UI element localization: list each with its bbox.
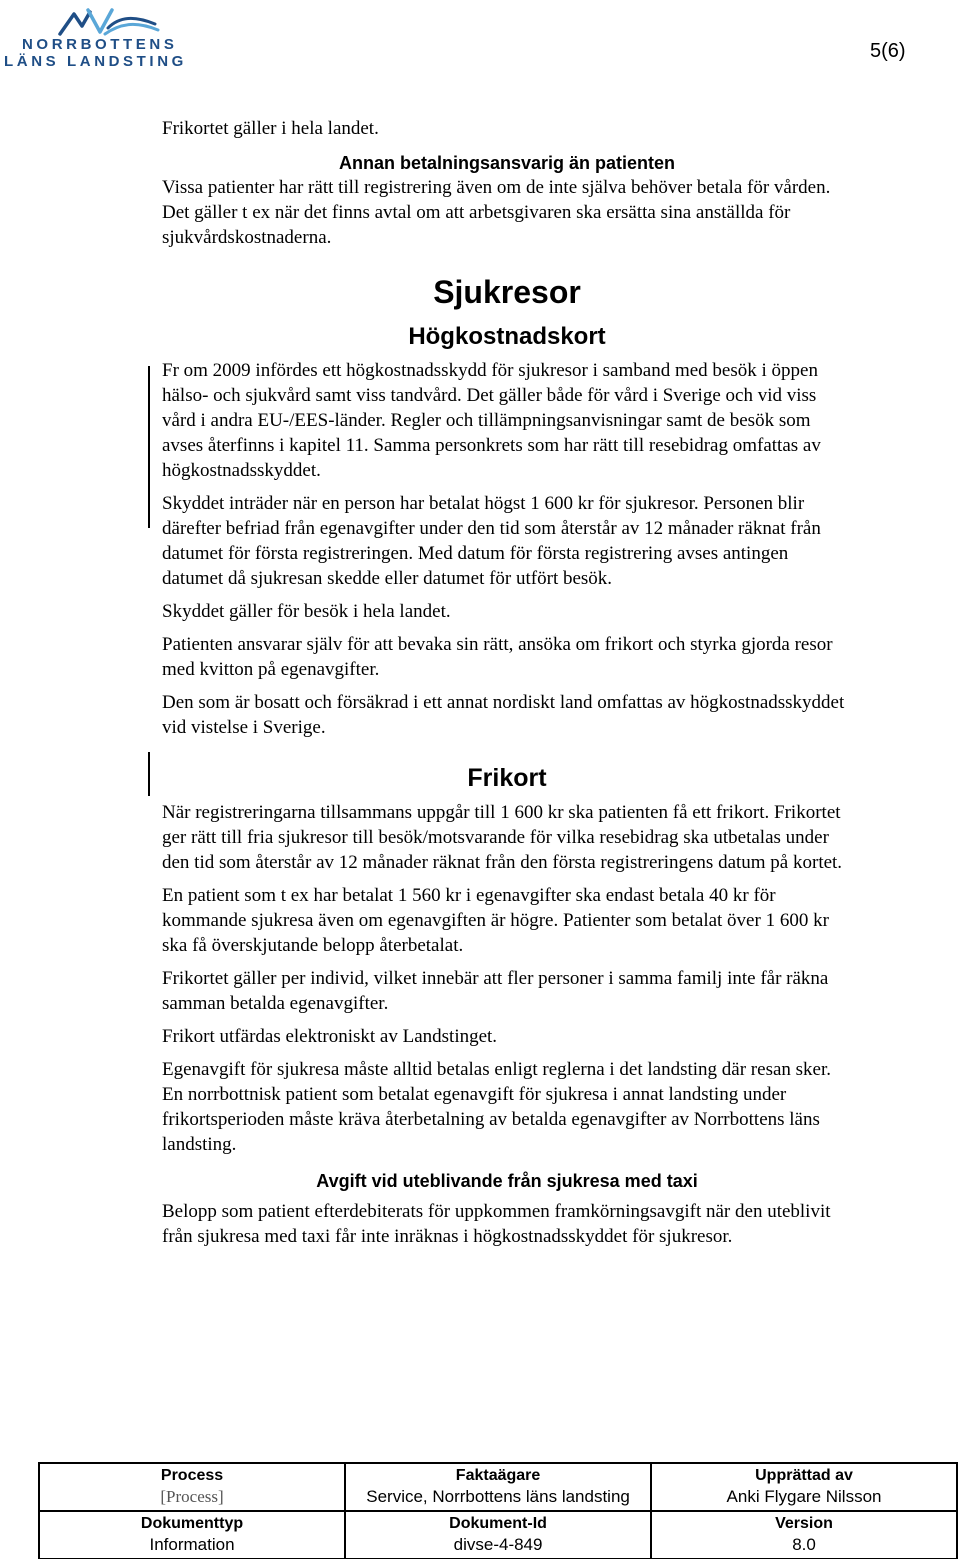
footer-value: Service, Norrbottens läns landsting	[366, 1487, 630, 1506]
footer-cell-docid	[345, 1511, 651, 1559]
change-bar	[148, 366, 150, 528]
footer-cell-version	[651, 1511, 957, 1559]
footer-label: Faktaägare	[455, 1467, 541, 1484]
footer-value: 8.0	[792, 1535, 816, 1554]
heading-annan-betalningsansvarig: Annan betalningsansvarig än patienten	[338, 153, 676, 173]
footer-label: Version	[775, 1515, 833, 1532]
paragraph: Vissa patienter har rätt till registrering även om de inte själva behöver betala för vården. Det gäller t ex när det finns avtal om att arbetsgivaren ska ersätta sina anställda för sjukvårdskostnaderna.	[162, 177, 831, 248]
footer-value: Information	[149, 1535, 235, 1554]
paragraph: Belopp som patient efterdebiterats för uppkommen framkörningsavgift när den uteblivit från sjukresa med taxi får inte inräknas i högkostnadsskyddet för sjukresor.	[162, 1201, 831, 1247]
logo-mark-icon	[50, 6, 160, 36]
footer-value: Anki Flygare Nilsson	[726, 1487, 882, 1506]
paragraph: Patienten ansvarar själv för att bevaka sin rätt, ansöka om frikort och styrka gjorda resor med kvitton på egenavgifter.	[162, 634, 833, 680]
footer-label: Dokumenttyp	[140, 1515, 244, 1532]
paragraph: Fr om 2009 infördes ett högkostnadsskydd för sjukresor i samband med besök i öppen hälso- och sjukvård samt viss tandvård. Det gäller både för vård i Sverige och vid viss vård i andra EU-/EES-länder. Regler och tillämpningsanvisningar samt de besök som avses återfinns i kapitel 11. Samma personkrets som har rätt till resebidrag omfattas av högkostnadsskyddet.	[162, 360, 821, 481]
footer-value: [Process]	[160, 1487, 224, 1506]
footer-cell-process	[39, 1463, 345, 1511]
heading-sjukresor: Sjukresor	[433, 274, 581, 310]
paragraph: Frikortet gäller per individ, vilket innebär att fler personer i samma familj inte får räkna samman betalda egenavgifter.	[162, 968, 829, 1014]
paragraph: När registreringarna tillsammans uppgår till 1 600 kr ska patienten få ett frikort. Frikortet ger rätt till fria sjukresor till besök/motsvarande för vilka resebidrag ska utbetalas under den tid som återstår av 12 månader räknat från den första registreringens datum på kortet.	[162, 802, 843, 873]
footer-label: Dokument-Id	[449, 1515, 547, 1532]
norrbottens-logo	[0, 2, 187, 72]
footer-cell-created-by	[651, 1463, 957, 1511]
page-number: 5(6)	[870, 40, 906, 62]
paragraph: En patient som t ex har betalat 1 560 kr i egenavgifter ska endast betala 40 kr för kommande sjukresa även om egenavgiften är högre. Patienter som betalat över 1 600 kr ska få överskjutande belopp återbetalat.	[162, 885, 829, 956]
paragraph: Den som är bosatt och försäkrad i ett annat nordiskt land omfattas av högkostnadsskyddet vid vistelse i Sverige.	[162, 692, 845, 738]
heading-frikort: Frikort	[467, 764, 547, 792]
logo-text-norrbottens: NORRBOTTENS	[22, 36, 178, 53]
paragraph: Egenavgift för sjukresa måste alltid betalas enligt reglerna i det landsting där resan sker. En norrbottnisk patient som betalat egenavgift för sjukresa i annat landsting under frikortsperioden måste kräva återbetalning av betalda egenavgifter av Norrbottens läns landsting.	[162, 1059, 831, 1155]
footer-cell-doctype	[39, 1511, 345, 1559]
paragraph: Frikort utfärdas elektroniskt av Landstinget.	[162, 1026, 498, 1047]
logo-text-lans-landsting: LÄNS LANDSTING	[4, 53, 187, 70]
heading-avgift-uteblivande: Avgift vid uteblivande från sjukresa med taxi	[316, 1171, 698, 1191]
paragraph: Skyddet inträder när en person har betalat högst 1 600 kr för sjukresor. Personen blir därefter befriad från egenavgifter under den tid som återstår av 12 månader räknat från datumet för första registreringen. Med datum för första registrering avses antingen datumet då sjukresan skedde eller datumet för utfört besök.	[162, 493, 821, 589]
document-footer-table	[38, 1462, 958, 1559]
footer-value: divse-4-849	[453, 1535, 543, 1554]
footer-label: Upprättad av	[755, 1467, 853, 1484]
document-body	[162, 116, 852, 1257]
heading-hogkostnadskort: Högkostnadskort	[408, 323, 606, 350]
paragraph: Frikortet gäller i hela landet.	[162, 118, 379, 139]
paragraph: Skyddet gäller för besök i hela landet.	[162, 601, 451, 622]
footer-label: Process	[160, 1467, 224, 1484]
footer-cell-owner	[345, 1463, 651, 1511]
change-bar	[148, 752, 150, 796]
